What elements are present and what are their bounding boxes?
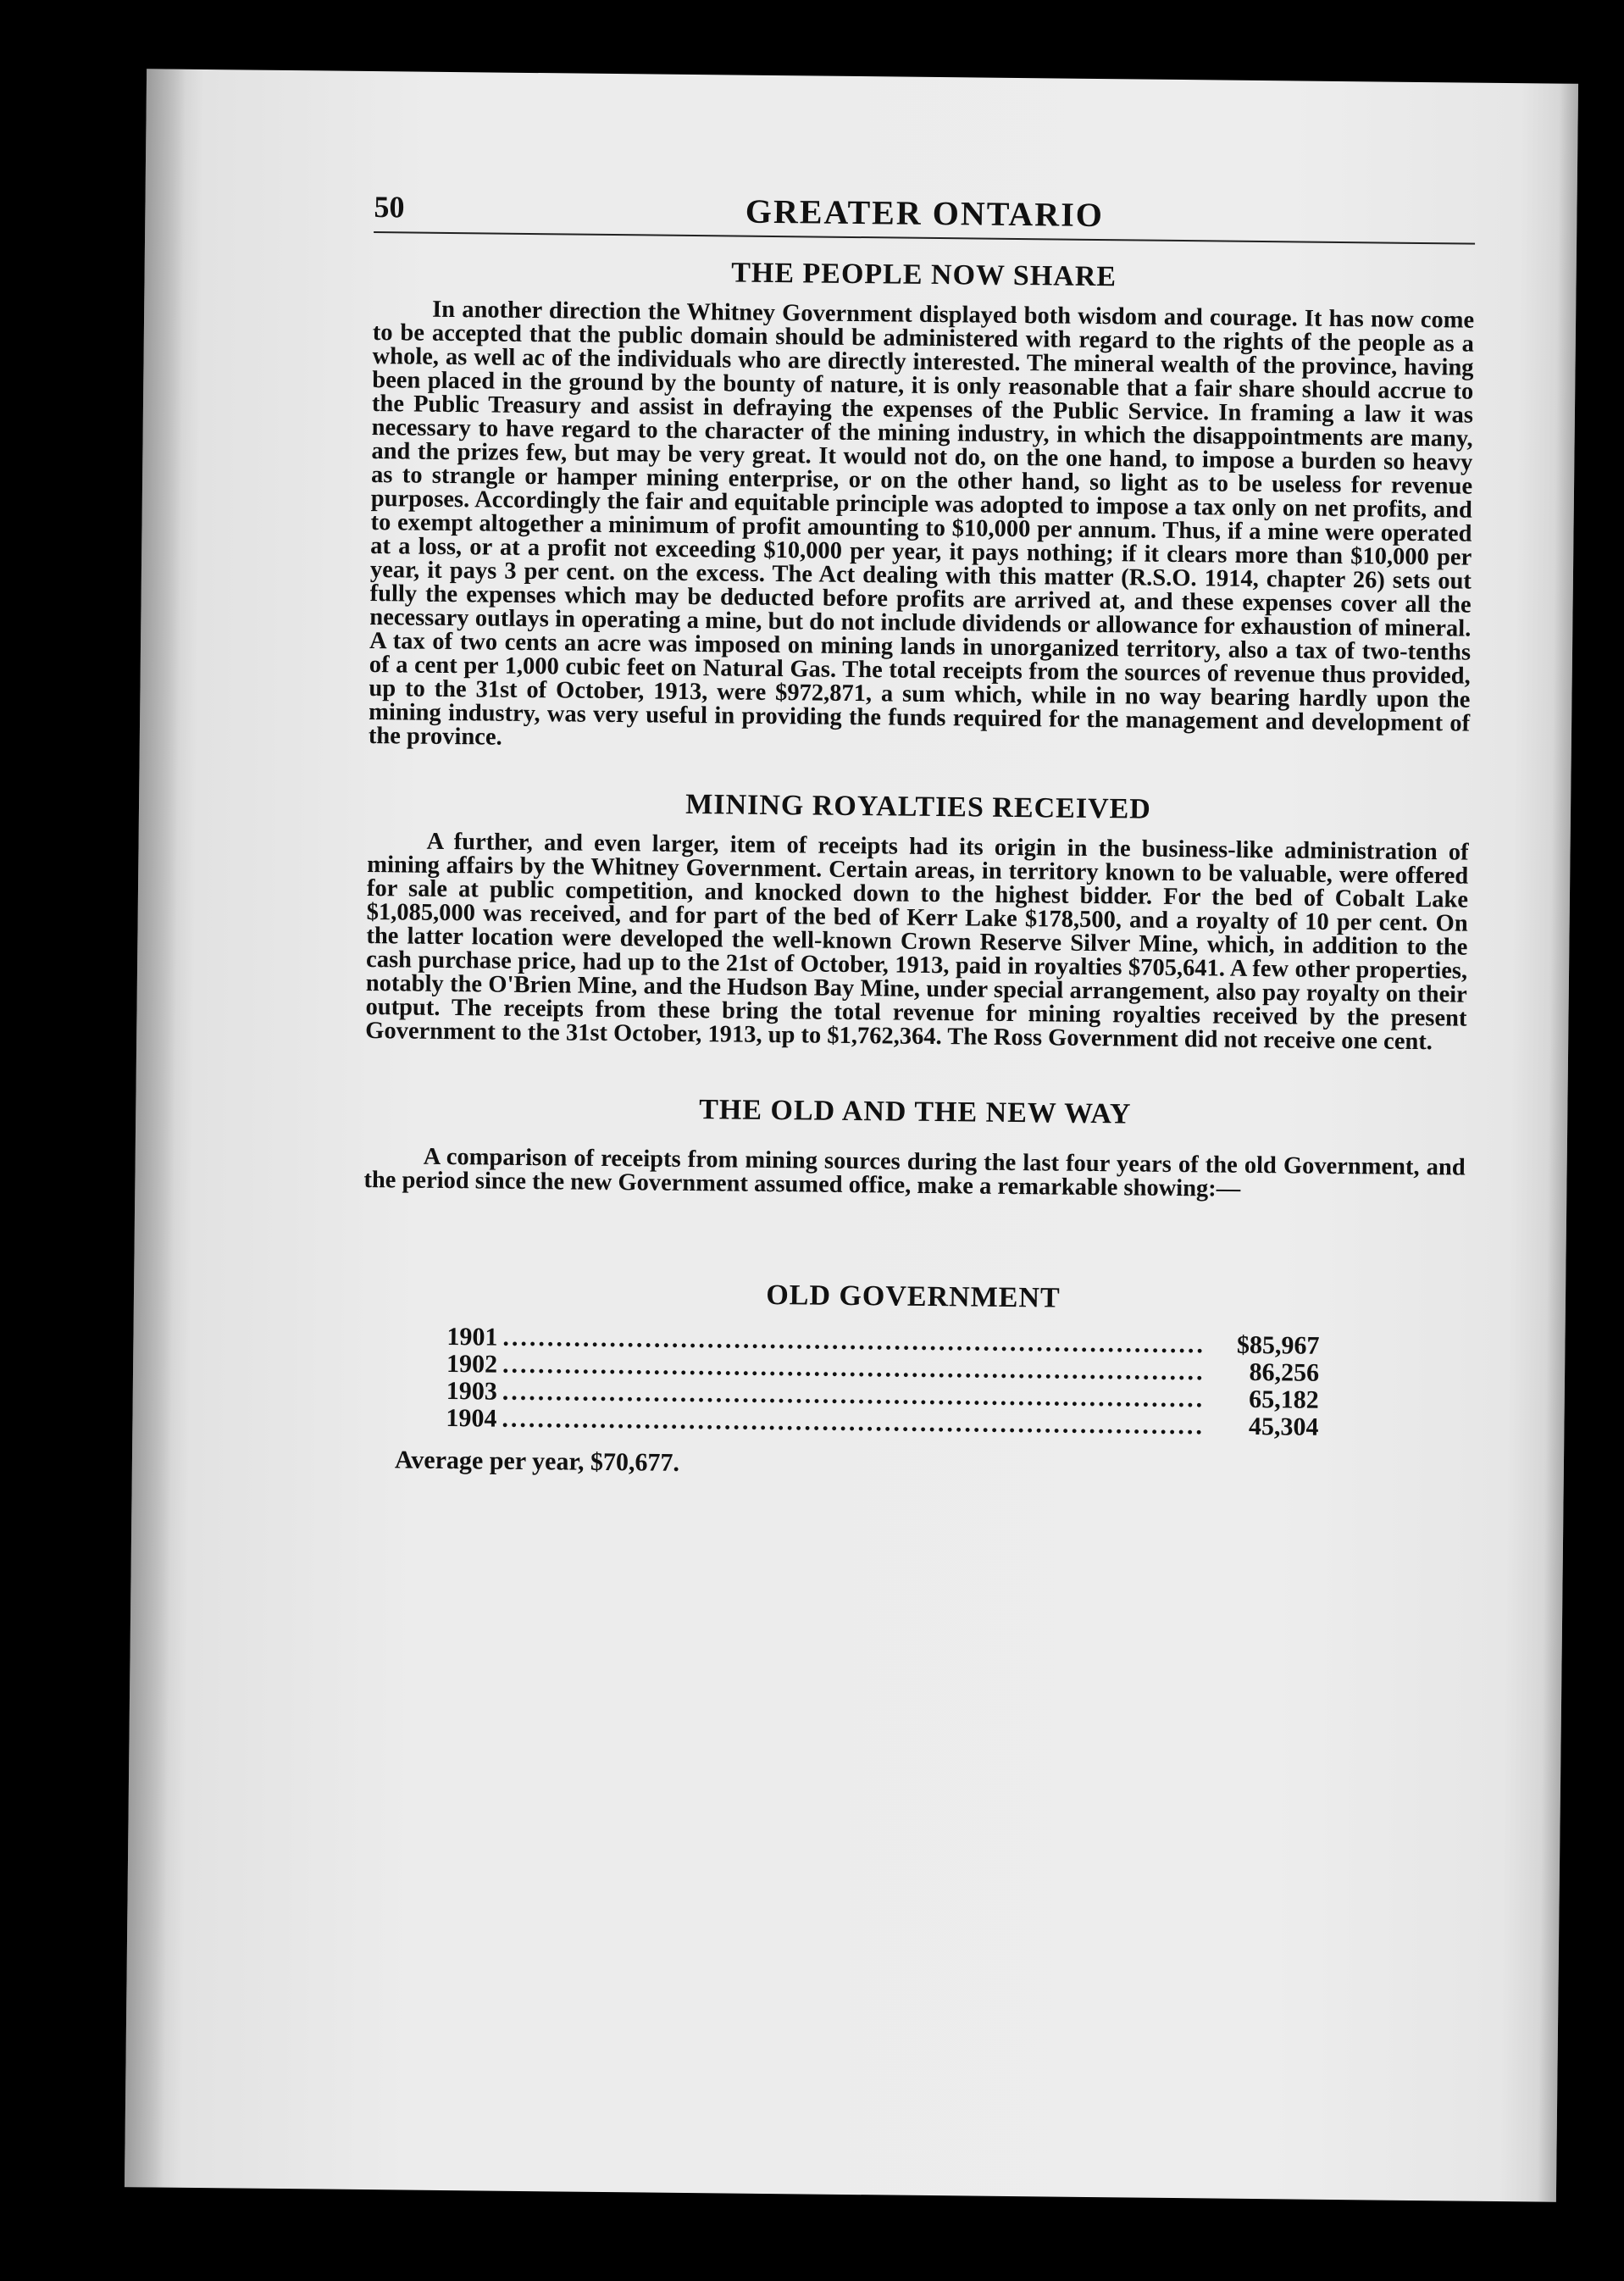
row-amount: 86,256 (1249, 1357, 1320, 1387)
table-heading-old-government: OLD GOVERNMENT (766, 1279, 1061, 1314)
average-per-year: Average per year, $70,677. (394, 1446, 680, 1477)
row-year: 1901 (446, 1323, 498, 1351)
section-heading-people-now-share: THE PEOPLE NOW SHARE (731, 257, 1117, 293)
row-year: 1904 (446, 1404, 497, 1433)
section-paragraph-people-now-share: In another direction the Whitney Government displayed both wisdom and courage. It has now come to be accepted that the public domain should be administered with regard to the rights of the people as a whole, as well ac of the individuals who are directly interested. The mineral wealth of the province, having been placed in the ground by the bounty of nature, it is only reasonable that a fair share should accrue to the Public Treasury and assist in defraying the expenses of the Public Service. In framing a law it was necessary to have regard to the character of the mining industry, in which the disappointments are many, and the prizes few, but may be very great. It would not do, on the one hand, to impose a burden so heavy as to strangle or hamper mining enterprise, or on the other hand, so light as to be useless for revenue purposes. Accordingly the fair and equitable principle was adopted to impose a tax only on net profits, and to exempt altogether a minimum of profit amounting to $10,000 per annum. Thus, if a mine were operated at a loss, or at a profit not exceeding $10,000 per year, it pays nothing; if it clears more than $10,000 per year, it pays 3 per cent. on the excess. The Act dealing with this matter (R.S.O. 1914, chapter 26) sets out fully the expenses which may be deducted before profits are arrived at, and these expenses cover all the necessary outlays in operating a mine, but do not include dividends or allowance for exhaustion of mineral. A tax of two cents an acre was imposed on mining lands in unorganized territory, also a tax of two-tenths of a cent per 1,000 cubic feet on Natural Gas. The total receipts from the sources of revenue thus provided, up to the 31st of October, 1913, were $972,871, a sum which, while in no way bearing hardly upon the mining industry, was very useful in providing the funds required for the management and development of the province. (368, 296, 1475, 751)
page-number: 50 (374, 190, 405, 225)
section-heading-old-and-new-way: THE OLD AND THE NEW WAY (699, 1094, 1132, 1130)
section-heading-mining-royalties: MINING ROYALTIES RECEIVED (685, 788, 1152, 825)
row-year: 1903 (446, 1377, 497, 1406)
section-paragraph-mining-royalties: A further, and even larger, item of receipts had its origin in the business-like administration of mining affairs by the Whitney Government. Certain areas, in territory known to be valuable, were offered for sale at public competition, and knocked down to the highest bidder. For the bed of Cobalt Lake $1,085,000 was received, and for part of the bed of Kerr Lake $178,500, and a royalty of 10 per cent. On the latter location were developed the well-known Crown Reserve Silver Mine, which, in addition to the cash purchase price, had up to the 21st of October, 1913, paid in royalties $705,641. A few other properties, notably the O'Brien Mine, and the Hudson Bay Mine, under special arrangement, also pay royalty on their output. The receipts from these bring the total revenue for mining royalties received by the present Government to the 31st October, 1913, up to $1,762,364. The Ross Government did not receive one cent. (365, 828, 1469, 1056)
row-amount: 45,304 (1248, 1412, 1319, 1441)
book-page (125, 69, 1578, 2202)
section-paragraph-old-and-new-way: A comparison of receipts from mining sources during the last four years of the old Government, and the period since the new Government assumed office, make a remarkable showing:— (363, 1143, 1466, 1202)
row-year: 1902 (446, 1350, 498, 1379)
row-amount: $85,967 (1236, 1330, 1320, 1360)
running-title: GREATER ONTARIO (745, 191, 1105, 235)
page-content (361, 186, 1476, 1485)
running-head (374, 186, 1476, 245)
receipts-table (446, 1324, 1319, 1441)
row-amount: 65,182 (1249, 1385, 1319, 1414)
